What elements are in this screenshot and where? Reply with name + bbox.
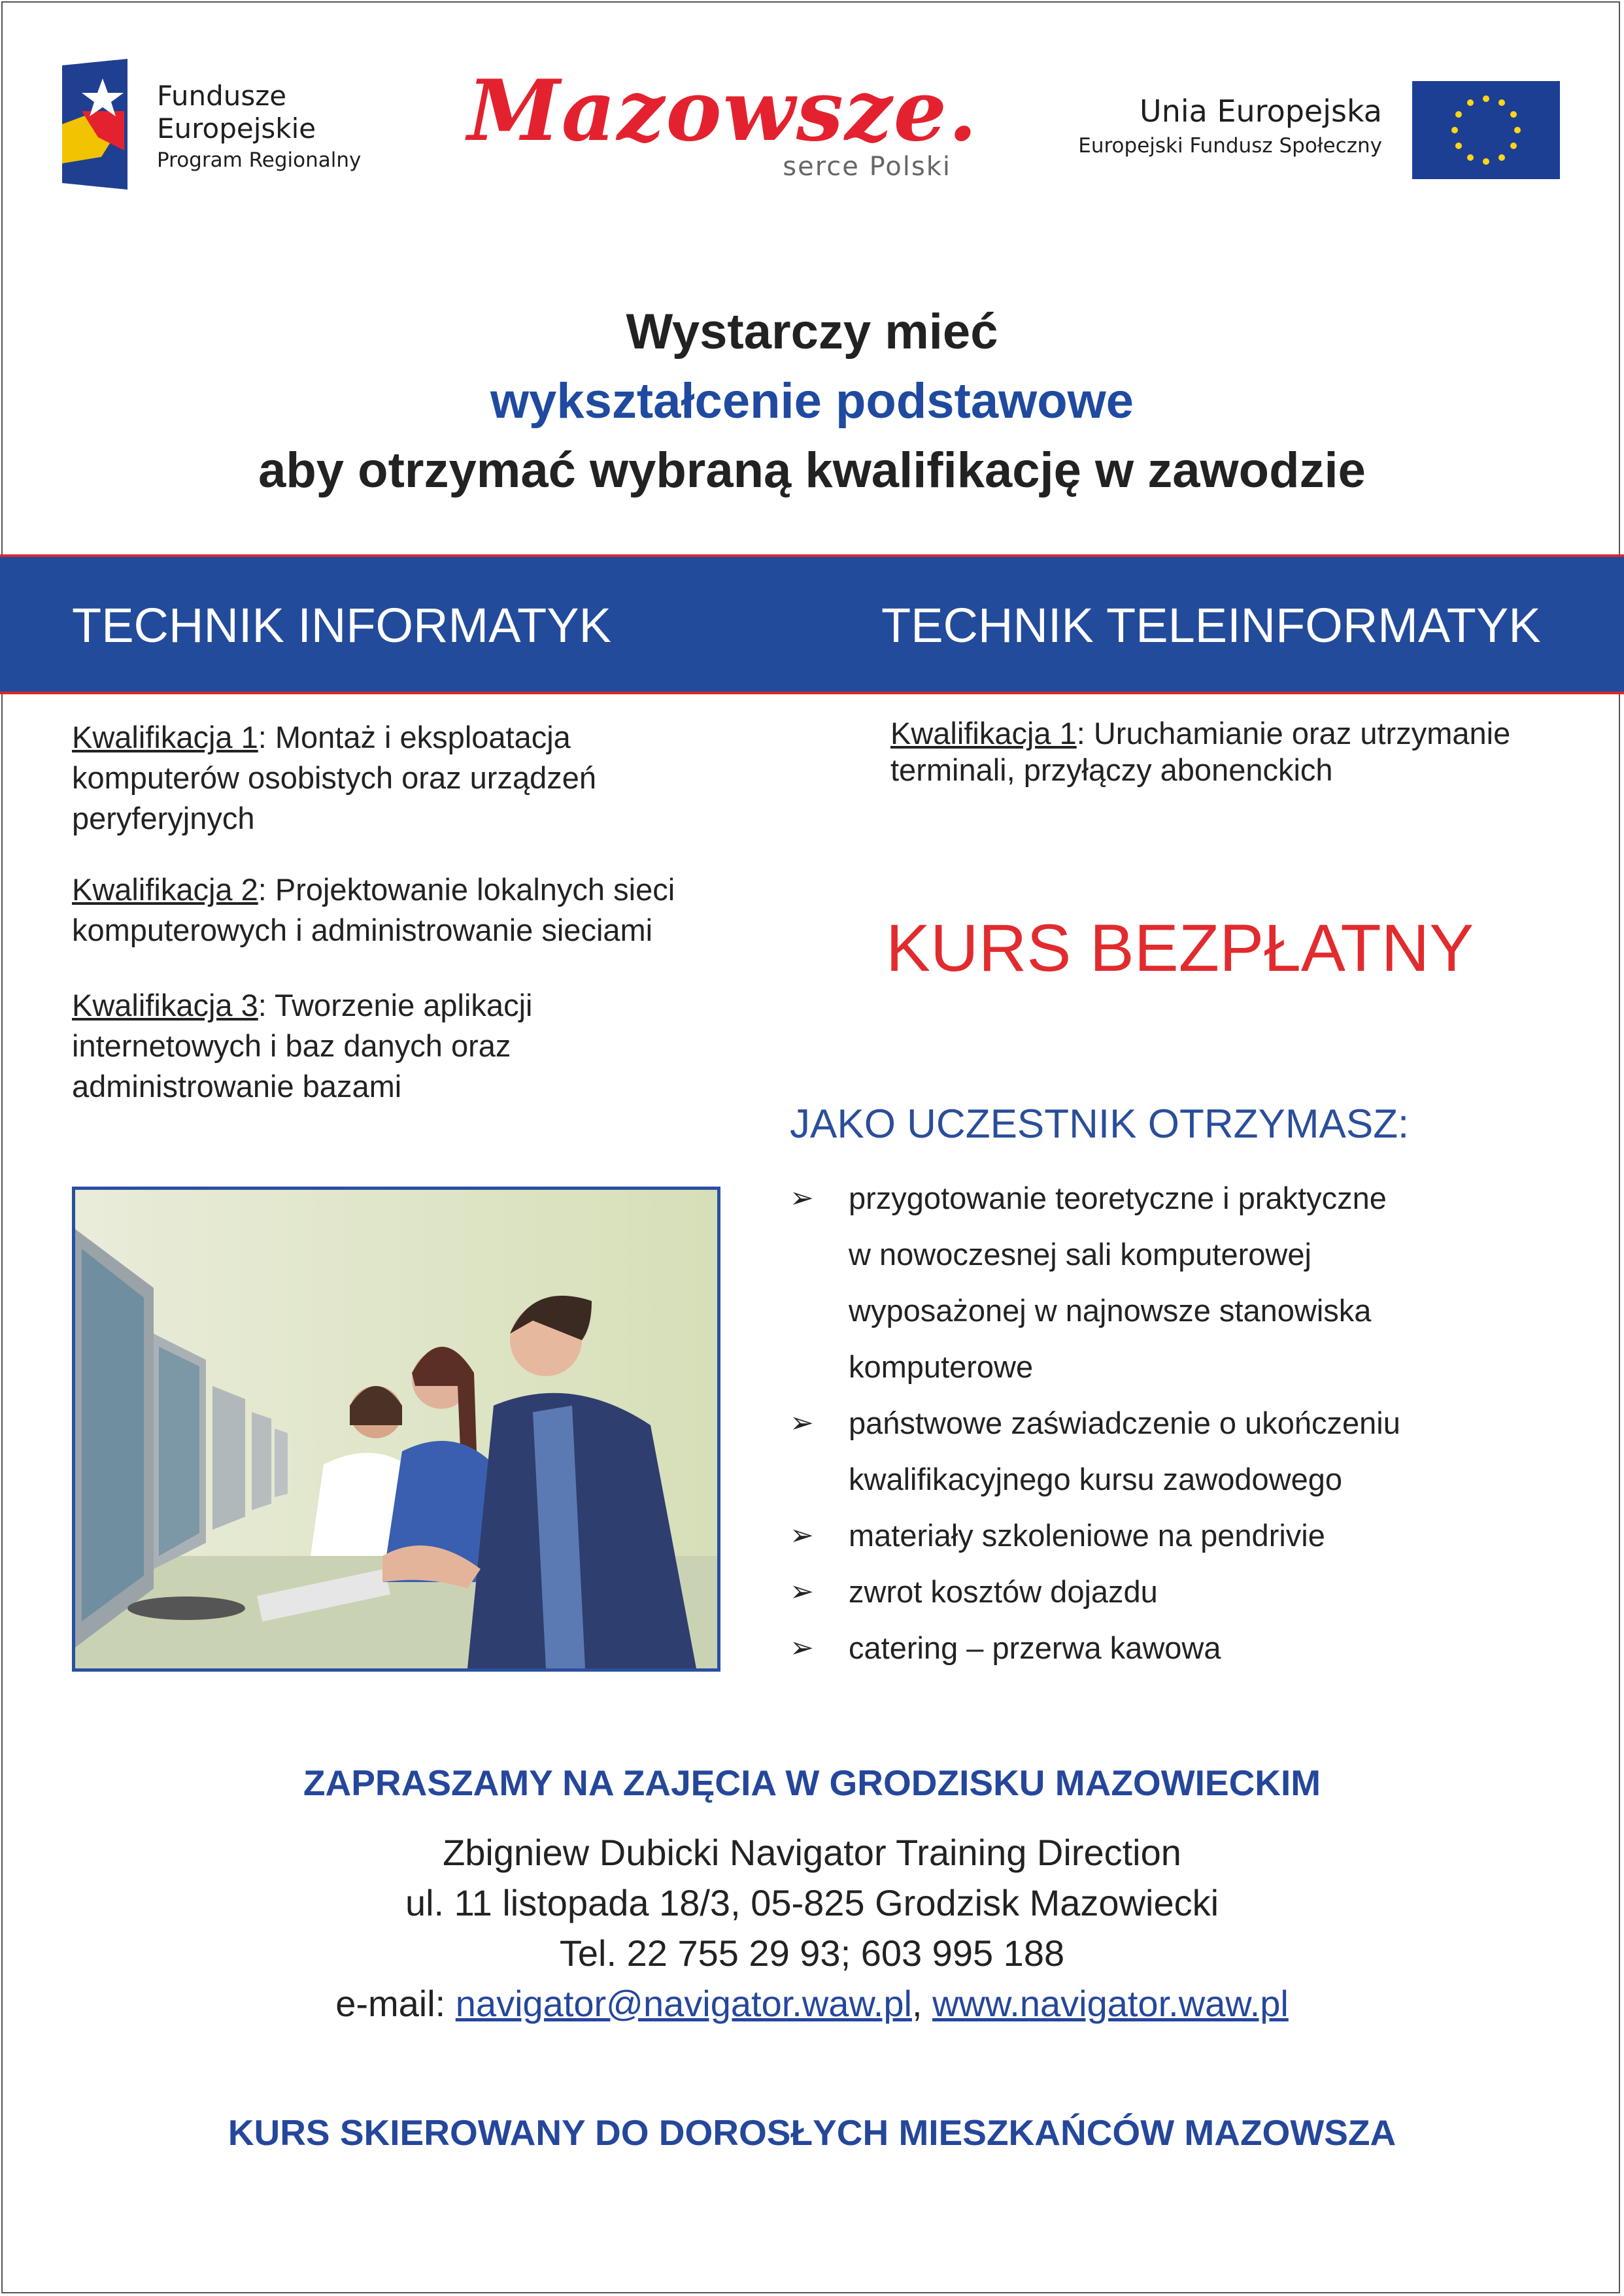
qual-line: terminali, przyłączy abonenckich: [890, 752, 1333, 787]
qual-label: Kwalifikacja 2: [72, 872, 258, 907]
qual-label: Kwalifikacja 1: [72, 720, 258, 754]
left-qual-3: [72, 985, 778, 1107]
phone: Tel. 22 755 29 93; 603 995 188: [559, 1933, 1065, 1974]
benefit-line: państwowe zaświadczenie o ukończeniu: [849, 1406, 1400, 1440]
fe-line2: Europejskie: [157, 112, 316, 144]
email-line: [0, 1978, 1624, 2029]
eu-line2: Europejski Fundusz Społeczny: [1078, 134, 1382, 158]
benefit-line: catering – przerwa kawowa: [849, 1630, 1221, 1665]
right-qual-1: [890, 715, 1583, 788]
band-title-teleinformatyk: TECHNIK TELEINFORMATYK: [881, 598, 1541, 652]
arrow-bullet-icon: ➢: [790, 1519, 814, 1551]
qual-text: : Projektowanie lokalnych sieci: [258, 872, 675, 907]
headline: [0, 297, 1624, 505]
qual-text: : Uruchamianie oraz utrzymanie: [1076, 716, 1511, 751]
address: ul. 11 listopada 18/3, 05-825 Grodzisk Mazowiecki: [405, 1882, 1219, 1923]
profession-band: [0, 554, 1624, 694]
qual-text: : Montaż i eksploatacja: [258, 720, 571, 754]
list-item: [790, 1620, 1509, 1676]
benefit-line: w nowoczesnej sali komputerowej: [849, 1237, 1311, 1272]
list-item: [790, 1395, 1509, 1508]
qual-label: Kwalifikacja 1: [890, 716, 1077, 751]
benefit-line: wyposażonej w najnowsze stanowiska: [849, 1293, 1372, 1328]
arrow-bullet-icon: ➢: [790, 1182, 814, 1214]
eu-text: [1078, 92, 1382, 161]
benefit-line: kwalifikacyjnego kursu zawodowego: [849, 1462, 1343, 1496]
benefit-line: przygotowanie teoretyczne i praktyczne: [849, 1181, 1387, 1215]
qual-line: komputerów osobistych oraz urządzeń: [72, 760, 597, 795]
list-item: [790, 1508, 1509, 1564]
benefits-list: [790, 1170, 1509, 1676]
qual-text: : Tworzenie aplikacji: [258, 988, 533, 1022]
company-name: Zbigniew Dubicki Navigator Training Direction: [443, 1832, 1181, 1873]
headline-line1: Wystarczy mieć: [626, 304, 998, 360]
mazowsze-wordmark: Mazowsze.: [467, 62, 979, 160]
eu-flag-icon: [1412, 81, 1560, 179]
arrow-bullet-icon: ➢: [790, 1632, 814, 1664]
list-item: [790, 1564, 1509, 1620]
band-title-informatyk: TECHNIK INFORMATYK: [72, 598, 611, 652]
qual-line: internetowych i baz danych oraz: [72, 1028, 511, 1063]
mazowsze-logo: [467, 62, 990, 196]
mazowsze-tagline: serce Polski: [783, 152, 951, 182]
free-course-title: KURS BEZPŁATNY: [886, 911, 1474, 985]
list-item: [790, 1170, 1509, 1395]
fe-star-icon: [62, 59, 154, 190]
eu-line1: Unia Europejska: [1140, 93, 1382, 129]
separator: ,: [911, 1983, 933, 2024]
left-qual-1: [72, 717, 778, 839]
fe-line1: Fundusze: [157, 80, 287, 112]
participant-heading: JAKO UCZESTNIK OTRZYMASZ:: [790, 1102, 1410, 1147]
benefit-line: zwrot kosztów dojazdu: [849, 1574, 1158, 1609]
email-link[interactable]: navigator@navigator.waw.pl: [455, 1983, 912, 2024]
students-at-computers-photo: [72, 1187, 720, 1672]
headline-line3: aby otrzymać wybraną kwalifikację w zawodzie: [258, 443, 1366, 498]
fundusze-europejskie-logo: [62, 59, 402, 196]
audience-note: KURS SKIEROWANY DO DOROSŁYCH MIESZKAŃCÓW MAZOWSZA: [228, 2112, 1396, 2153]
benefit-line: komputerowe: [849, 1349, 1034, 1384]
qual-label: Kwalifikacja 3: [72, 988, 258, 1022]
arrow-bullet-icon: ➢: [790, 1407, 814, 1439]
benefit-line: materiały szkoleniowe na pendrivie: [849, 1518, 1325, 1553]
email-label: e-mail:: [335, 1983, 456, 2024]
invite-heading: ZAPRASZAMY NA ZAJĘCIA W GRODZISKU MAZOWIECKIM: [303, 1763, 1321, 1803]
qual-line: komputerowych i administrowanie sieciami: [72, 913, 653, 947]
headline-line2: wykształcenie podstawowe: [490, 373, 1134, 429]
arrow-bullet-icon: ➢: [790, 1576, 814, 1608]
left-qual-2: [72, 869, 778, 951]
qual-line: peryferyjnych: [72, 801, 255, 836]
website-link[interactable]: www.navigator.waw.pl: [932, 1983, 1289, 2024]
contact-block: [0, 1827, 1624, 2029]
qual-line: administrowanie bazami: [72, 1069, 402, 1104]
fe-line3: Program Regionalny: [157, 148, 362, 172]
